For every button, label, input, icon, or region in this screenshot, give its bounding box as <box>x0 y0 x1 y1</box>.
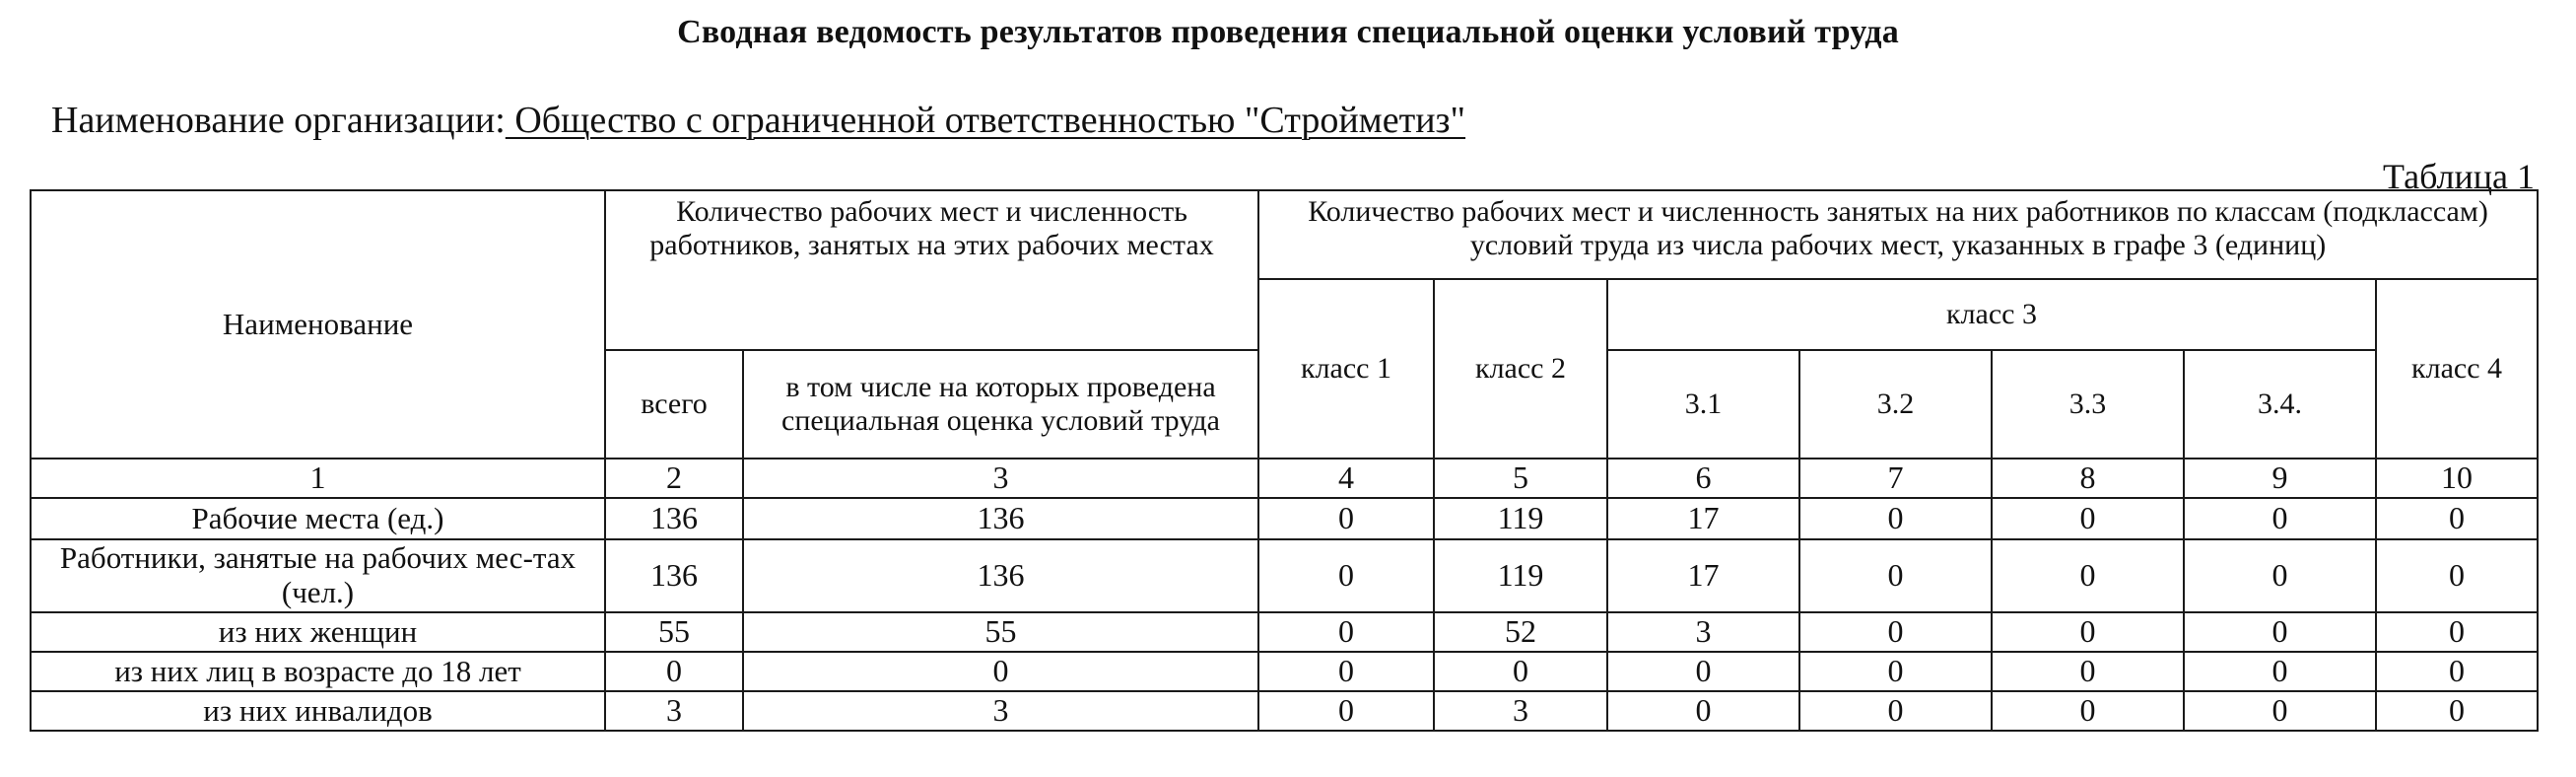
cell-value: 0 <box>1992 652 2184 691</box>
header-class-4: класс 4 <box>2376 279 2538 459</box>
cell-value: 0 <box>2184 612 2376 652</box>
table-row <box>31 498 2538 539</box>
document-title: Сводная ведомость результатов проведения специальной оценки условий труда <box>677 14 1899 50</box>
header-class-3-3: 3.3 <box>1992 350 2184 459</box>
cell-value: 0 <box>2376 652 2538 691</box>
cell-value: 0 <box>1992 539 2184 612</box>
cell-value: 55 <box>743 612 1258 652</box>
summary-table <box>30 189 2539 732</box>
cell-value: 0 <box>1992 612 2184 652</box>
row-label: Рабочие места (ед.) <box>31 498 605 539</box>
cell-value: 0 <box>1258 539 1434 612</box>
cell-value: 52 <box>1434 612 1607 652</box>
cell-value: 3 <box>605 691 743 731</box>
header-class-3-2: 3.2 <box>1799 350 1992 459</box>
cell-value: 0 <box>1258 498 1434 539</box>
column-number: 8 <box>1992 459 2184 498</box>
cell-value: 0 <box>2184 498 2376 539</box>
cell-value: 136 <box>743 498 1258 539</box>
cell-value: 0 <box>605 652 743 691</box>
cell-value: 0 <box>2376 539 2538 612</box>
table-row <box>31 691 2538 731</box>
cell-value: 3 <box>1607 612 1799 652</box>
header-name: Наименование <box>31 190 605 459</box>
cell-value: 119 <box>1434 539 1607 612</box>
cell-value: 0 <box>2184 691 2376 731</box>
column-number: 5 <box>1434 459 1607 498</box>
table-row <box>31 539 2538 612</box>
column-number: 1 <box>31 459 605 498</box>
cell-value: 0 <box>1799 498 1992 539</box>
cell-value: 0 <box>1992 498 2184 539</box>
cell-value: 0 <box>1434 652 1607 691</box>
cell-value: 3 <box>1434 691 1607 731</box>
column-number: 6 <box>1607 459 1799 498</box>
column-number-row <box>31 459 2538 498</box>
organization-name: Общество с ограниченной ответственностью "Стройметиз" <box>505 100 1466 141</box>
organization-label: Наименование организации: <box>51 100 506 141</box>
cell-value: 0 <box>1607 652 1799 691</box>
row-label: Работники, занятые на рабочих мес-тах (чел.) <box>31 539 605 612</box>
cell-value: 0 <box>2376 498 2538 539</box>
column-number: 10 <box>2376 459 2538 498</box>
cell-value: 55 <box>605 612 743 652</box>
header-assessed: в том числе на которых проведена специальная оценка условий труда <box>743 350 1258 459</box>
column-number: 4 <box>1258 459 1434 498</box>
cell-value: 0 <box>1799 691 1992 731</box>
column-number: 3 <box>743 459 1258 498</box>
cell-value: 0 <box>1258 612 1434 652</box>
cell-value: 136 <box>605 498 743 539</box>
cell-value: 0 <box>1992 691 2184 731</box>
header-class-1: класс 1 <box>1258 279 1434 459</box>
row-label: из них инвалидов <box>31 691 605 731</box>
cell-value: 17 <box>1607 539 1799 612</box>
header-class-3-4: 3.4. <box>2184 350 2376 459</box>
header-total: всего <box>605 350 743 459</box>
header-class-3: класс 3 <box>1607 279 2376 350</box>
row-label: из них лиц в возрасте до 18 лет <box>31 652 605 691</box>
cell-value: 136 <box>743 539 1258 612</box>
cell-value: 0 <box>1799 612 1992 652</box>
column-number: 9 <box>2184 459 2376 498</box>
table-row <box>31 612 2538 652</box>
cell-value: 0 <box>2376 691 2538 731</box>
cell-value: 0 <box>1607 691 1799 731</box>
cell-value: 0 <box>1799 539 1992 612</box>
header-classes-group: Количество рабочих мест и численность занятых на них работников по классам (подклассам) условий труда из числа рабочих мест, указанных в графе 3 (единиц) <box>1258 190 2538 279</box>
cell-value: 3 <box>743 691 1258 731</box>
header-row-1 <box>31 190 2538 279</box>
header-workplaces-group: Количество рабочих мест и численность работников, занятых на этих рабочих местах <box>605 190 1258 350</box>
cell-value: 0 <box>1258 691 1434 731</box>
table-row <box>31 652 2538 691</box>
cell-value: 0 <box>2184 539 2376 612</box>
cell-value: 0 <box>2376 612 2538 652</box>
column-number: 7 <box>1799 459 1992 498</box>
header-class-2: класс 2 <box>1434 279 1607 459</box>
cell-value: 0 <box>1799 652 1992 691</box>
cell-value: 0 <box>743 652 1258 691</box>
organization-line <box>51 99 1465 142</box>
cell-value: 0 <box>1258 652 1434 691</box>
table-number: Таблица 1 <box>2383 157 2535 196</box>
cell-value: 119 <box>1434 498 1607 539</box>
column-number: 2 <box>605 459 743 498</box>
cell-value: 17 <box>1607 498 1799 539</box>
cell-value: 136 <box>605 539 743 612</box>
header-class-3-1: 3.1 <box>1607 350 1799 459</box>
row-label: из них женщин <box>31 612 605 652</box>
cell-value: 0 <box>2184 652 2376 691</box>
